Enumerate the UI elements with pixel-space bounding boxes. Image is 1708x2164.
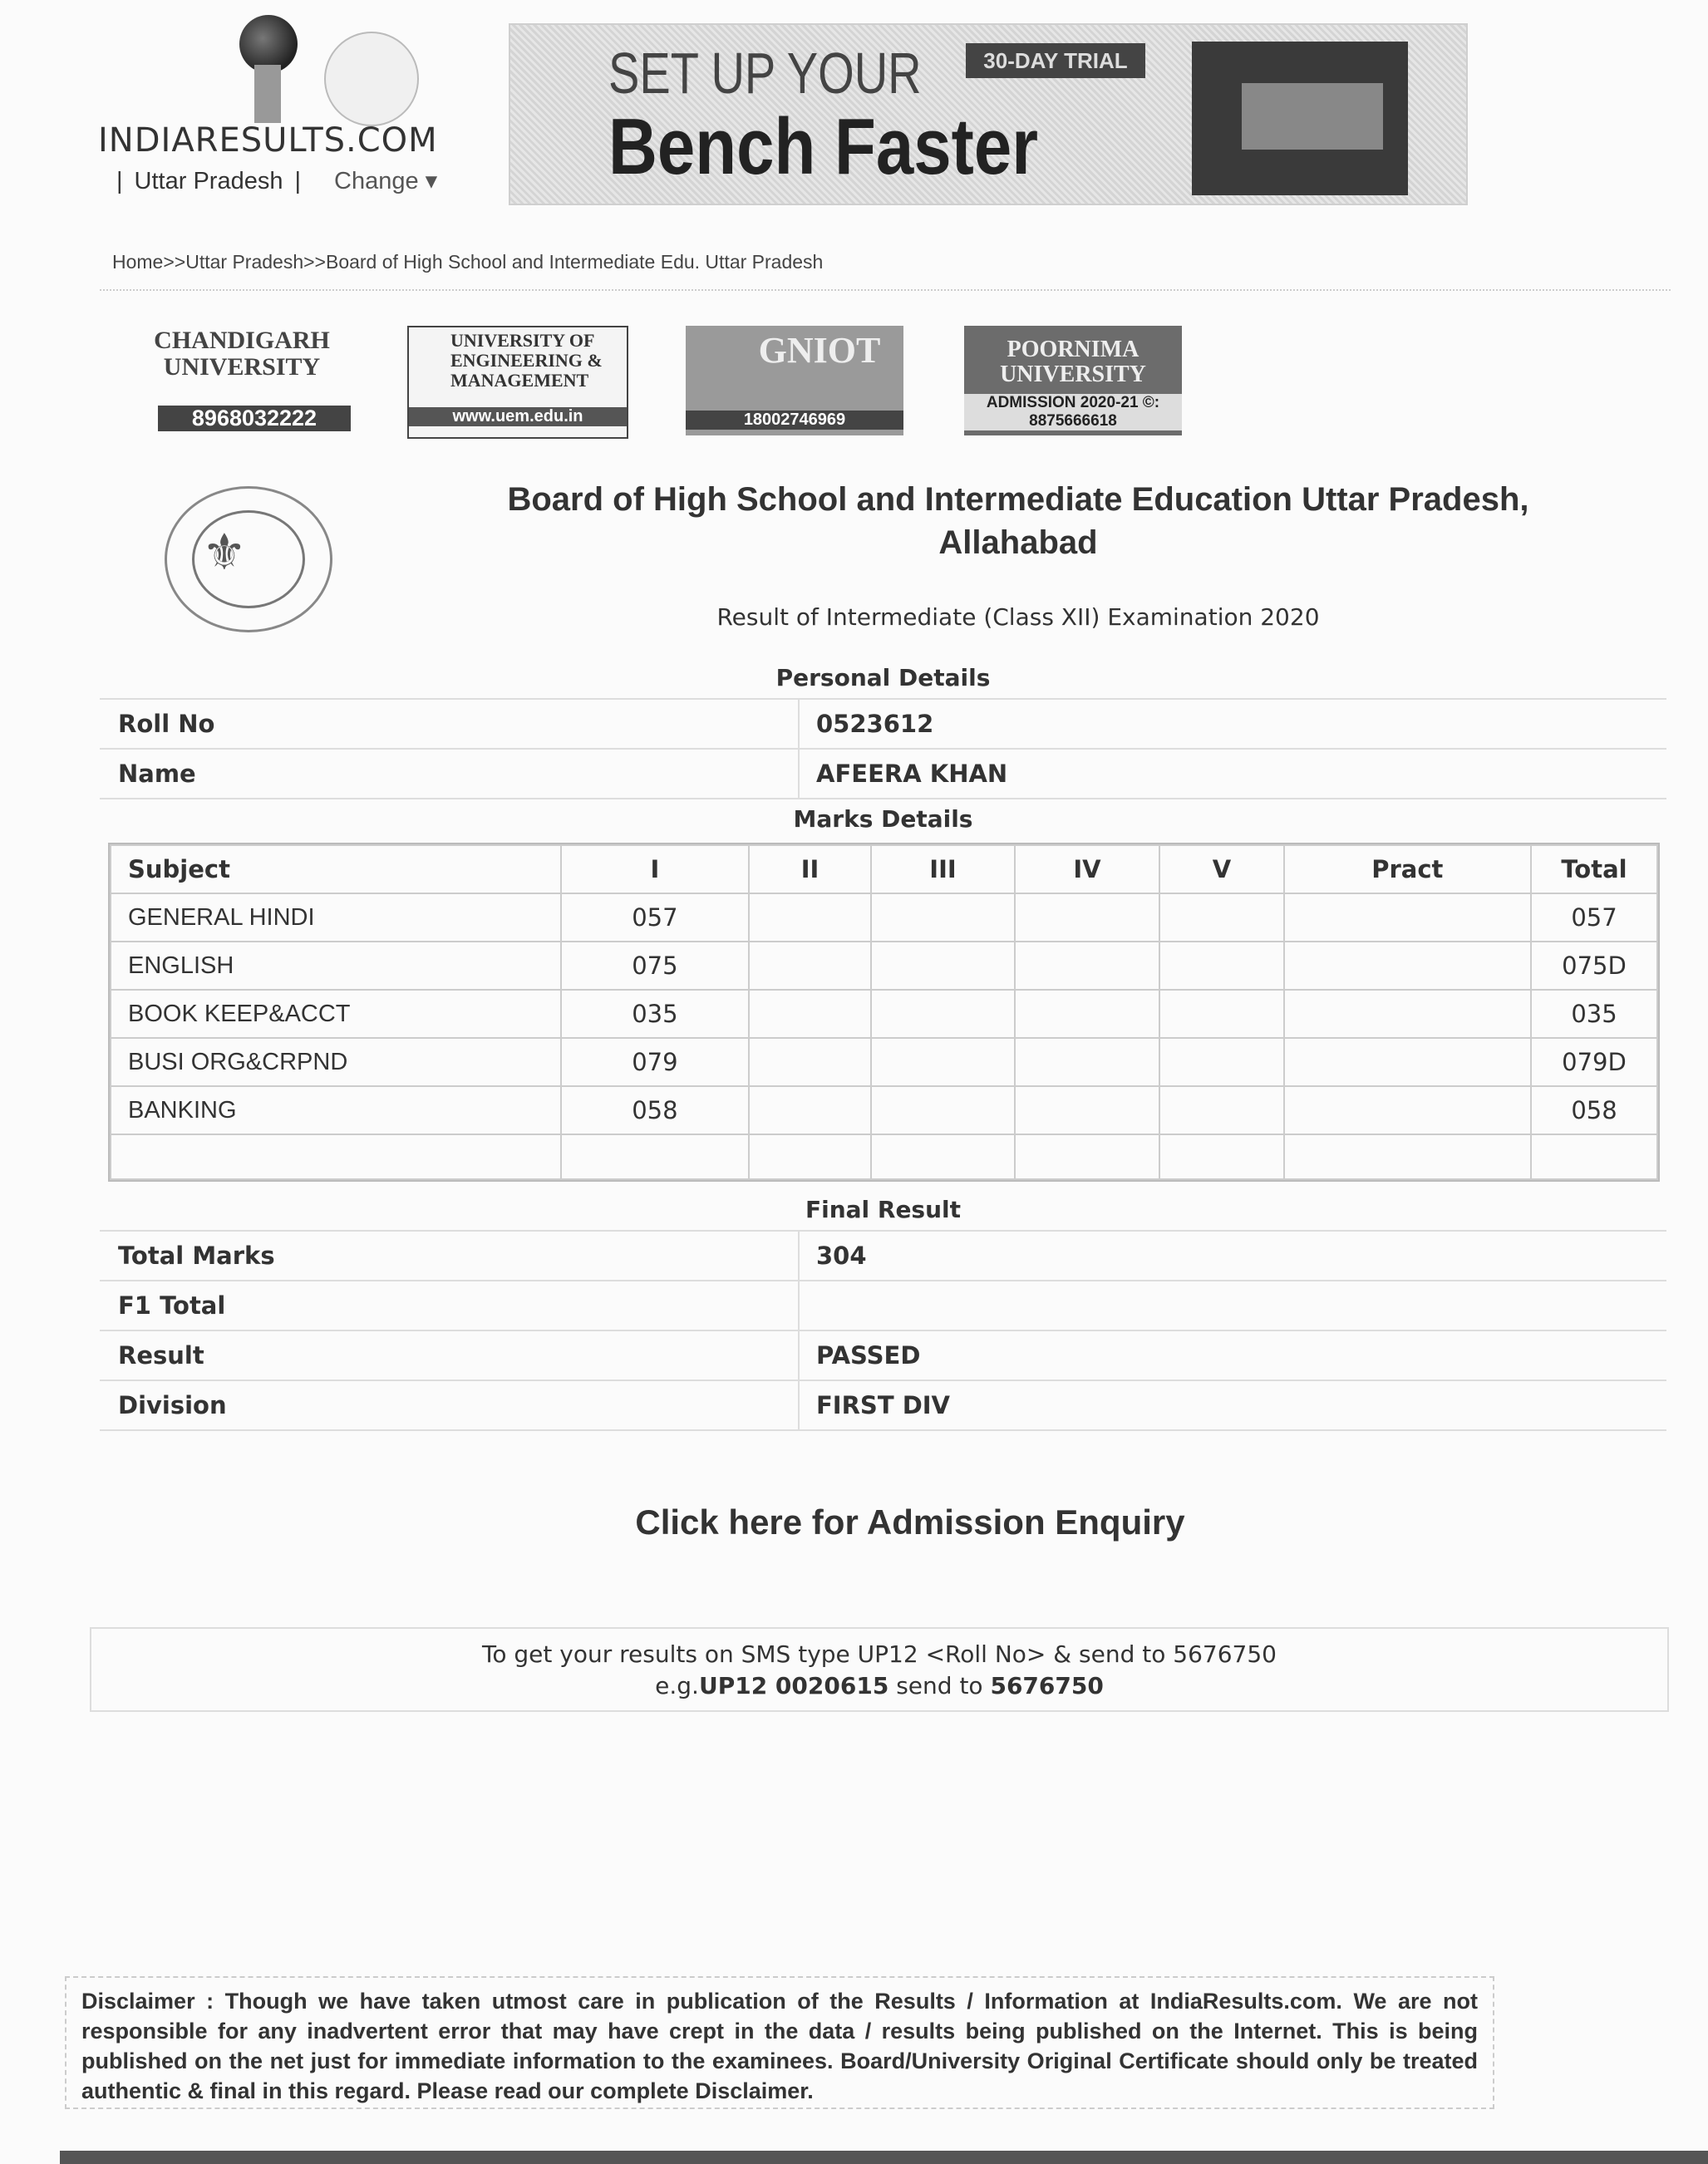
marks-cell: 035 xyxy=(561,990,749,1038)
empty-cell xyxy=(871,1134,1014,1179)
table-row xyxy=(111,942,1657,990)
roll-no-value: 0523612 xyxy=(816,710,934,738)
ad-contact: ADMISSION 2020-21 ©: 8875666618 xyxy=(964,394,1182,430)
empty-cell xyxy=(111,1134,561,1179)
board-seal-icon xyxy=(165,486,332,632)
marks-cell xyxy=(1015,1038,1159,1086)
marks-cell xyxy=(749,990,871,1038)
marks-cell xyxy=(871,990,1014,1038)
marks-table-wrapper xyxy=(108,843,1660,1182)
empty-cell xyxy=(1015,1134,1159,1179)
marks-cell xyxy=(1284,1086,1531,1134)
ad-url: www.uem.edu.in xyxy=(409,407,627,426)
sms-info-box xyxy=(90,1627,1669,1712)
result-row xyxy=(100,1330,1666,1380)
disclaimer-text: Disclaimer : Though we have taken utmost care in publication of the Results / Information at IndiaResults.com. We are not responsible for any inadvertent error that may have crept in the data / results being published on the Internet. This is being published on the net just for immediate information to the examinees. Board/University Original Certificate should only be treated authentic & final in this regard. Please read our complete Disclaimer. xyxy=(65,1976,1494,2109)
divider xyxy=(100,289,1671,291)
marks-cell: 075 xyxy=(561,942,749,990)
divider: | xyxy=(116,168,123,194)
marks-cell xyxy=(749,893,871,942)
f1-total-row xyxy=(100,1280,1666,1330)
ad-title: CHANDIGARH UNIVERSITY xyxy=(154,327,330,381)
marks-cell: 058 xyxy=(561,1086,749,1134)
column-header: II xyxy=(749,845,871,893)
result-value: PASSED xyxy=(816,1341,921,1370)
marks-header-row xyxy=(111,845,1657,893)
ad-tagline: Bench Faster xyxy=(608,102,1038,191)
column-header: IV xyxy=(1015,845,1159,893)
sms-example xyxy=(91,1670,1667,1702)
sms-example-number: 5676750 xyxy=(990,1672,1104,1699)
state-name: Uttar Pradesh xyxy=(134,168,283,194)
exam-title: Result of Intermediate (Class XII) Examination 2020 xyxy=(716,603,1320,631)
ad-gniot[interactable] xyxy=(686,326,903,435)
breadcrumb[interactable]: Home>>Uttar Pradesh>>Board of High School and Intermediate Edu. Uttar Pradesh xyxy=(112,251,824,273)
marks-cell xyxy=(1284,893,1531,942)
subject-cell: ENGLISH xyxy=(111,942,561,990)
marks-cell xyxy=(1159,942,1283,990)
result-panel xyxy=(100,658,1666,1431)
marks-cell xyxy=(1015,990,1159,1038)
marks-cell xyxy=(1159,1038,1283,1086)
column-header: Pract xyxy=(1284,845,1531,893)
table-row xyxy=(111,1038,1657,1086)
page-bottom-bar xyxy=(60,2151,1708,2164)
marks-cell xyxy=(749,1086,871,1134)
table-row xyxy=(111,990,1657,1038)
marks-cell xyxy=(1284,990,1531,1038)
ad-headline: SET UP YOUR xyxy=(608,41,922,106)
site-logo[interactable] xyxy=(98,15,447,206)
seal-emblem: ⚜ xyxy=(202,524,247,582)
empty-cell xyxy=(561,1134,749,1179)
f1-total-label: F1 Total xyxy=(100,1281,800,1330)
marks-cell xyxy=(871,1038,1014,1086)
marks-cell xyxy=(871,893,1014,942)
marks-cell xyxy=(1284,942,1531,990)
subject-cell: BANKING xyxy=(111,1086,561,1134)
marks-cell xyxy=(1015,893,1159,942)
change-state-link[interactable]: Change ▾ xyxy=(334,168,438,194)
total-cell: 058 xyxy=(1531,1086,1657,1134)
division-label: Division xyxy=(100,1381,800,1429)
ad-banner[interactable] xyxy=(509,23,1468,205)
marks-cell xyxy=(1159,990,1283,1038)
marks-cell: 079 xyxy=(561,1038,749,1086)
final-result-heading: Final Result xyxy=(805,1196,962,1223)
admission-enquiry-link[interactable]: Click here for Admission Enquiry xyxy=(635,1503,1185,1542)
ad-title: UNIVERSITY OF ENGINEERING & MANAGEMENT xyxy=(450,330,603,391)
subject-cell: GENERAL HINDI xyxy=(111,893,561,942)
subject-cell: BOOK KEEP&ACCT xyxy=(111,990,561,1038)
empty-cell xyxy=(1284,1134,1531,1179)
subject-cell: BUSI ORG&CRPND xyxy=(111,1038,561,1086)
empty-cell xyxy=(749,1134,871,1179)
f1-total-value xyxy=(800,1281,816,1330)
table-row xyxy=(111,1086,1657,1134)
division-row xyxy=(100,1380,1666,1431)
marks-cell xyxy=(1159,893,1283,942)
column-header: III xyxy=(871,845,1014,893)
marks-cell xyxy=(749,942,871,990)
name-row xyxy=(100,748,1666,798)
ad-uem[interactable] xyxy=(407,326,628,439)
personal-details-heading: Personal Details xyxy=(775,664,991,691)
divider: | xyxy=(294,168,302,194)
total-cell: 057 xyxy=(1531,893,1657,942)
empty-cell xyxy=(1159,1134,1283,1179)
total-cell: 035 xyxy=(1531,990,1657,1038)
logo-stand-graphic xyxy=(254,65,281,123)
total-marks-value: 304 xyxy=(816,1242,867,1270)
marks-cell xyxy=(871,942,1014,990)
ad-phone: 18002746969 xyxy=(686,411,903,430)
ad-chandigarh-university[interactable] xyxy=(133,326,351,435)
sms-instruction: To get your results on SMS type UP12 <Roll No> & send to 5676750 xyxy=(482,1640,1277,1668)
state-emblem-icon xyxy=(324,32,419,126)
ad-phone: 8968032222 xyxy=(158,406,351,431)
ad-trial-badge: 30-DAY TRIAL xyxy=(966,43,1145,78)
empty-cell xyxy=(1531,1134,1657,1179)
total-cell: 079D xyxy=(1531,1038,1657,1086)
marks-cell xyxy=(749,1038,871,1086)
board-title: Board of High School and Intermediate Education Uttar Pradesh, Allahabad xyxy=(507,481,1529,561)
sms-example-code: UP12 0020615 xyxy=(698,1672,889,1699)
table-row xyxy=(111,893,1657,942)
result-label: Result xyxy=(100,1331,800,1380)
marks-cell xyxy=(1284,1038,1531,1086)
ad-title: GNIOT xyxy=(758,330,881,371)
column-header: I xyxy=(561,845,749,893)
name-value: AFEERA KHAN xyxy=(816,760,1008,788)
name-label: Name xyxy=(100,750,800,798)
roll-no-row xyxy=(100,698,1666,748)
total-marks-label: Total Marks xyxy=(100,1232,800,1280)
state-selector xyxy=(105,166,437,195)
marks-cell xyxy=(1159,1086,1283,1134)
column-header: Subject xyxy=(111,845,561,893)
ad-poornima-university[interactable] xyxy=(964,326,1182,435)
division-value: FIRST DIV xyxy=(816,1391,951,1419)
marks-cell: 057 xyxy=(561,893,749,942)
sms-example-mid: send to xyxy=(888,1672,991,1699)
total-cell: 075D xyxy=(1531,942,1657,990)
column-header: V xyxy=(1159,845,1283,893)
table-row-empty xyxy=(111,1134,1657,1179)
marks-details-heading: Marks Details xyxy=(100,798,1666,839)
marks-cell xyxy=(1015,1086,1159,1134)
brand-name: INDIARESULTS.COM xyxy=(98,121,438,160)
roll-no-label: Roll No xyxy=(100,700,800,748)
column-header: Total xyxy=(1531,845,1657,893)
ad-title: POORNIMA UNIVERSITY xyxy=(1000,337,1146,387)
marks-table xyxy=(110,844,1658,1180)
marks-cell xyxy=(871,1086,1014,1134)
marks-cell xyxy=(1015,942,1159,990)
total-marks-row xyxy=(100,1230,1666,1280)
ad-product-detail xyxy=(1242,83,1383,150)
sms-example-prefix: e.g. xyxy=(655,1672,699,1699)
